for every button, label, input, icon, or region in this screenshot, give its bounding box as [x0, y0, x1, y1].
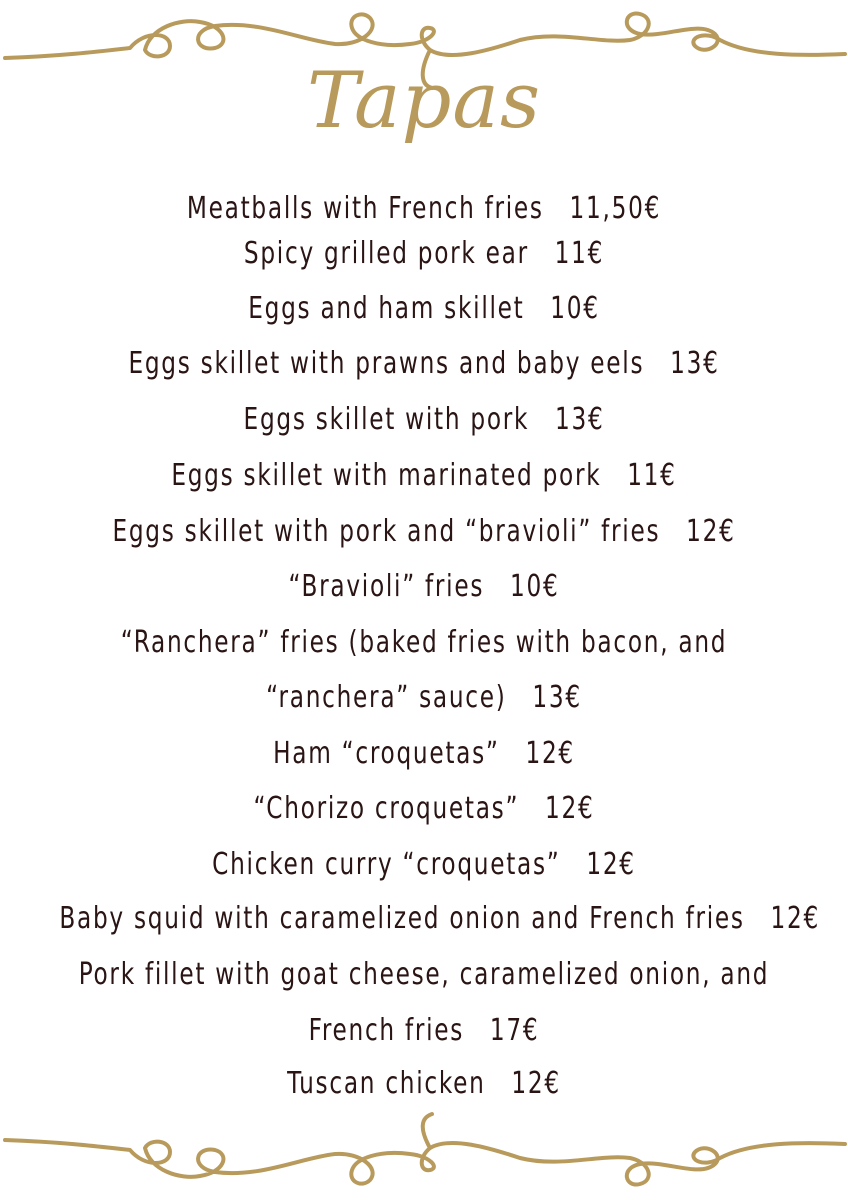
- menu-item-price: 12€: [511, 1066, 561, 1101]
- menu-item-price: 12€: [770, 901, 820, 936]
- menu-item: [59, 569, 788, 604]
- menu-item: [59, 291, 788, 326]
- menu-item: [59, 402, 788, 437]
- menu-item: [59, 625, 788, 660]
- menu-item: [59, 346, 788, 381]
- menu-item: [59, 791, 788, 826]
- menu-item-name: “Ranchera” fries (baked fries with bacon, and: [120, 625, 728, 660]
- menu-item-name: Spicy grilled pork ear: [243, 236, 529, 271]
- menu-item: [59, 847, 788, 882]
- menu-item-price: 12€: [545, 791, 595, 826]
- menu-item-price: 13€: [554, 402, 605, 437]
- menu-item-name: Meatballs with French fries: [186, 191, 544, 226]
- menu-item-name: Eggs skillet with pork and “bravioli” fries: [112, 514, 661, 549]
- menu-item: [59, 514, 788, 549]
- menu-item: [59, 736, 788, 771]
- menu-item-name: Pork fillet with goat cheese, caramelized onion, and: [78, 957, 770, 992]
- menu-item: [59, 957, 788, 992]
- menu-item-name: Eggs skillet with marinated pork: [171, 458, 602, 493]
- menu-item-price: 11€: [554, 236, 605, 271]
- menu-item-price: 10€: [550, 291, 600, 326]
- menu-item-continuation: [59, 1013, 788, 1048]
- menu-title: Tapas: [307, 56, 541, 146]
- menu-item-name-continued: French fries: [308, 1013, 465, 1048]
- menu-item-name-continued: “ranchera” sauce): [266, 680, 507, 715]
- menu-item-continuation: [59, 680, 788, 715]
- menu-item-name: Tuscan chicken: [287, 1066, 486, 1101]
- menu-item-price: 10€: [509, 569, 560, 604]
- menu-item: [59, 236, 788, 271]
- menu-item: [59, 1066, 788, 1101]
- menu-item-price: 13€: [532, 680, 582, 715]
- menu-item-price: 11€: [627, 458, 677, 493]
- menu-item-price: 17€: [489, 1013, 540, 1048]
- menu-item: [59, 191, 788, 226]
- menu-item-price: 12€: [586, 847, 636, 882]
- menu-item-name: Chicken curry “croquetas”: [212, 847, 561, 882]
- menu-item-price: 12€: [686, 514, 736, 549]
- menu-item-name: Eggs skillet with prawns and baby eels: [128, 346, 645, 381]
- menu-item-name: Ham “croquetas”: [273, 736, 500, 771]
- menu-item-price: 11,50€: [569, 191, 662, 226]
- menu-item-price: 13€: [670, 346, 720, 381]
- menu-item: [59, 901, 820, 936]
- menu-item-name: “Chorizo croquetas”: [253, 791, 520, 826]
- menu-item-price: 12€: [525, 736, 575, 771]
- menu-item-name: Eggs skillet with pork: [243, 402, 530, 437]
- menu-item-name: Eggs and ham skillet: [248, 291, 525, 326]
- menu-item-name: “Bravioli” fries: [288, 569, 485, 604]
- menu-item-name: Baby squid with caramelized onion and French fries: [59, 901, 745, 936]
- menu-item: [59, 458, 788, 493]
- bottom-flourish-ornament: [0, 1110, 848, 1200]
